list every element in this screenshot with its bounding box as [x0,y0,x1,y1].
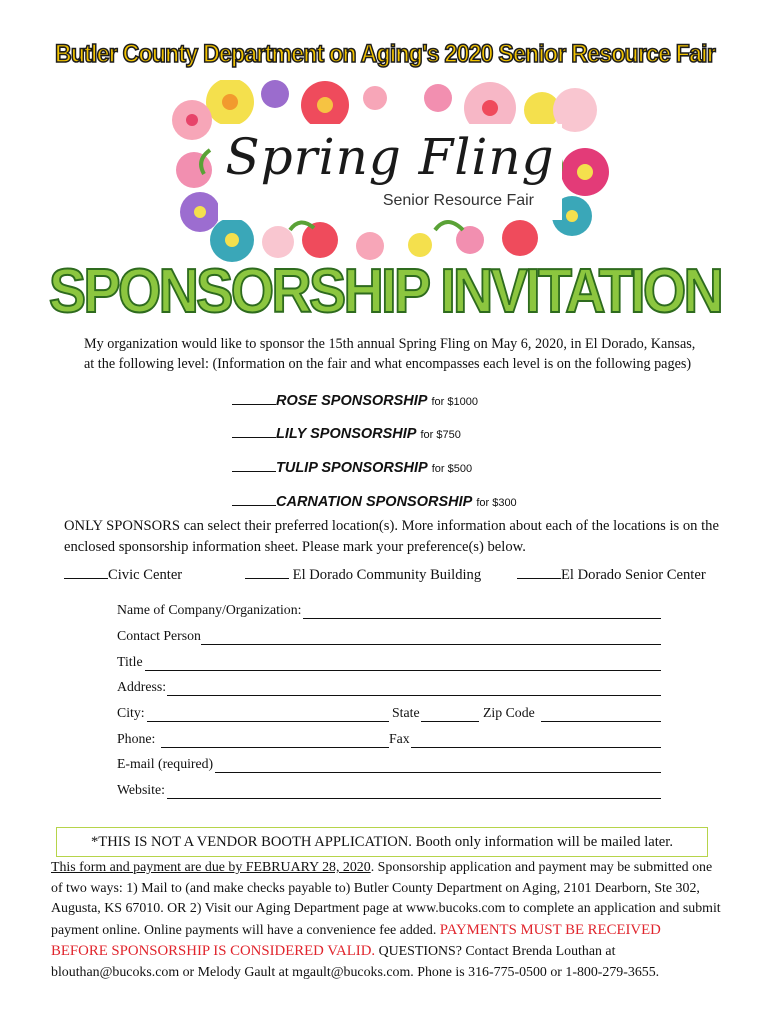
phone-input-line[interactable] [161,747,389,748]
level-price: for $500 [431,463,473,475]
zip-label: Zip Code [483,705,535,720]
email-label: E-mail (required) [117,756,214,771]
city-input-line[interactable] [147,721,389,722]
spring-fling-logo [218,124,562,220]
level-name: CARNATION SPONSORSHIP [276,494,473,510]
level-tulip[interactable] [232,457,472,477]
sponsorship-invitation-title: SPONSORSHIP INVITATION [48,257,722,326]
level-checkbox-line[interactable] [232,457,276,472]
city-label: City: [117,705,145,720]
address-label: Address: [117,679,167,694]
location-label: Civic Center [108,567,183,583]
logo-subtitle: Senior Resource Fair [382,192,534,209]
company-input-line[interactable] [303,618,661,619]
contact-input-line[interactable] [201,644,661,645]
level-checkbox-line[interactable] [232,423,276,438]
contact-label: Contact Person [117,628,201,643]
closing-paragraph [51,858,721,983]
intro-paragraph: My organization would like to sponsor the 15th annual Spring Fling on May 6, 2020, in El Dorado, Kansas, at the following level: (Information on the fair and what encompasses each level is on the following pages) [84,336,696,372]
flower-banner [170,80,610,270]
only-sponsors-paragraph: ONLY SPONSORS can select their preferred location(s). More information about each of the locations is on the enclosed sponsorship information sheet. Please mark your preference(s) below. [64,518,719,555]
location-senior-center[interactable] [517,564,706,584]
level-lily[interactable] [232,423,461,443]
location-checkbox-line[interactable] [64,564,108,579]
address-field[interactable] [117,679,661,697]
level-carnation[interactable] [232,491,517,511]
email-input-line[interactable] [215,772,661,773]
level-price: for $750 [420,429,461,441]
fax-label: Fax [389,731,410,746]
vendor-booth-notice: *THIS IS NOT A VENDOR BOOTH APPLICATION. Booth only information will be mailed later. [56,827,708,857]
title-field[interactable] [117,654,661,672]
submission-instructions: . Sponsorship application and payment may be submitted one of two ways: 1) Mail to (and make checks payable to) Butler County Department on Aging, 2101 Dearborn, Ste 302, Augusta, KS 67010. OR 2) Visit our Aging Department page at www.bucoks.com to complete an application and submit payment online. Online payments will have a convenience fee added. [51,860,721,938]
address-input-line[interactable] [167,695,661,696]
company-field[interactable] [117,602,661,620]
due-date-text: This form and payment are due by FEBRUARY 28, 2020 [51,860,371,875]
title-label: Title [117,654,143,669]
location-civic-center[interactable] [64,564,182,584]
zip-input-line[interactable] [541,721,661,722]
level-price: for $300 [476,497,517,509]
logo-script-text: Spring Fling [225,128,555,186]
email-field[interactable] [117,756,661,774]
level-name: TULIP SPONSORSHIP [276,460,428,476]
payment-warning: PAYMENTS MUST BE RECEIVED BEFORE SPONSORSHIP IS CONSIDERED VALID. [51,921,661,959]
contact-info: QUESTIONS? Contact Brenda Louthan at blouthan@bucoks.com or Melody Gault at mgault@bucoks.com. Phone is 316-775-0500 or 1-800-279-3655. [51,944,660,980]
state-label: State [392,705,420,720]
fax-input-line[interactable] [411,747,661,748]
contact-field[interactable] [117,628,661,646]
level-name: LILY SPONSORSHIP [276,426,417,442]
phone-fax-row[interactable] [117,731,661,749]
title-input-line[interactable] [145,670,661,671]
website-label: Website: [117,782,165,797]
company-label: Name of Company/Organization: [117,602,302,617]
city-state-zip-row[interactable] [117,705,661,723]
location-checkbox-line[interactable] [245,564,289,579]
level-rose[interactable] [232,390,478,410]
level-price: for $1000 [431,396,478,408]
location-label: El Dorado Community Building [289,567,482,583]
level-name: ROSE SPONSORSHIP [276,393,428,409]
website-input-line[interactable] [167,798,661,799]
website-field[interactable] [117,782,661,800]
location-label: El Dorado Senior Center [561,567,706,583]
level-checkbox-line[interactable] [232,390,276,405]
phone-label: Phone: [117,731,156,746]
fair-header-title: Butler County Department on Aging's 2020 Senior Resource Fair [54,40,716,68]
level-checkbox-line[interactable] [232,491,276,506]
location-checkbox-line[interactable] [517,564,561,579]
state-input-line[interactable] [421,721,479,722]
location-community-building[interactable] [245,564,481,584]
